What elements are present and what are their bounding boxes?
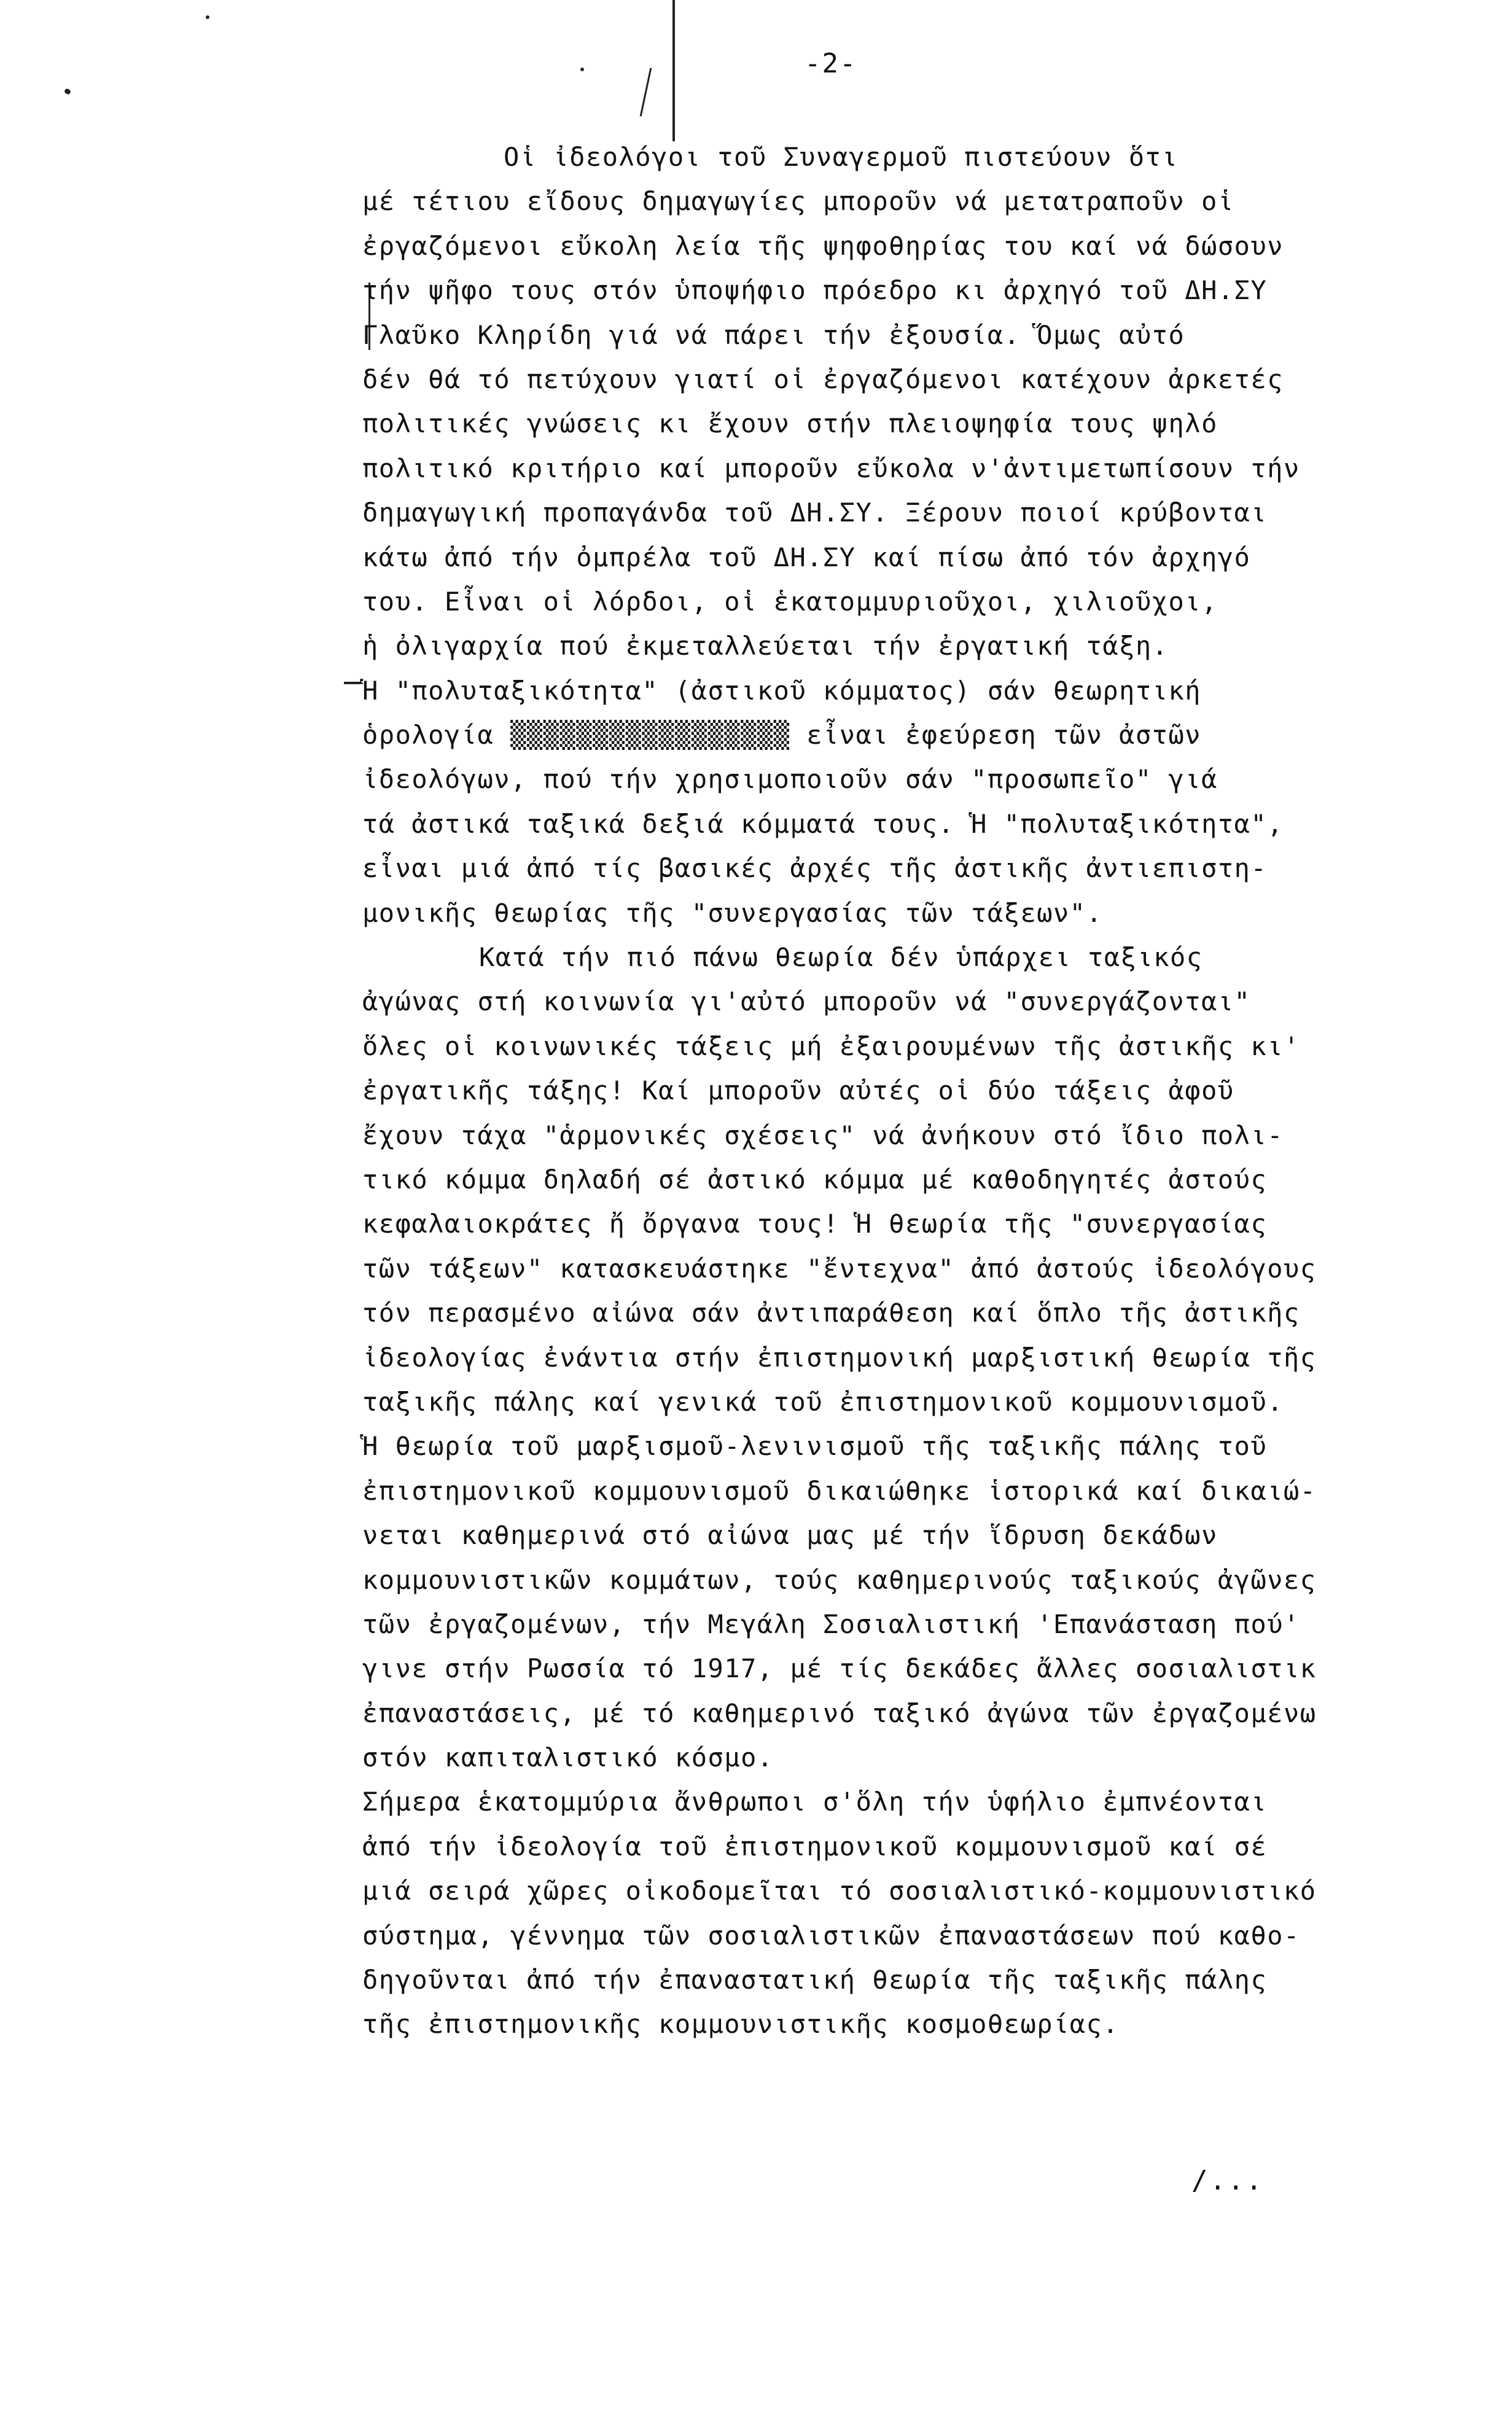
text-line: Ἡ θεωρία τοῦ μαρξισμοῦ-λενινισμοῦ τῆς ταξικῆς πάλης τοῦ xyxy=(362,1431,1268,1462)
text-line: ἐπαναστάσεις, μέ τό καθημερινό ταξικό ἀγώνα τῶν ἐργαζομένω xyxy=(362,1698,1317,1728)
text-line: μιά σειρά χῶρες οἰκοδομεῖται τό σοσιαλιστικό-κομμουνιστικό xyxy=(362,1876,1317,1906)
scan-speck xyxy=(580,68,584,71)
text-line: μονικῆς θεωρίας τῆς "συνεργασίας τῶν τάξεων". xyxy=(362,897,1103,928)
continuation-mark: /... xyxy=(1191,2165,1264,2196)
scan-speck xyxy=(64,88,72,95)
text-line: κάτω ἀπό τήν ὀμπρέλα τοῦ ΔΗ.ΣΥ καί πίσω ἀπό τόν ἀρχηγό xyxy=(362,542,1251,572)
text-line: εἶναι μιά ἀπό τίς βασικές ἀρχές τῆς ἀστικῆς ἀντιεπιστη- xyxy=(362,853,1268,884)
scan-speck xyxy=(206,15,209,19)
page-number: -2- xyxy=(805,48,857,79)
text-line: ἰδεολογίας ἐνάντια στήν ἐπιστημονική μαρξιστική θεωρία τῆς xyxy=(362,1342,1317,1373)
text-line: πολιτικό κριτήριο καί μποροῦν εὔκολα ν'ἀντιμετωπίσουν τήν xyxy=(362,453,1300,483)
text-line: ἔχουν τάχα "ἁρμονικές σχέσεις" νά ἀνήκουν στό ἴδιο πολι- xyxy=(362,1120,1284,1150)
text-line: δέν θά τό πετύχουν γιατί οἱ ἐργαζόμενοι κατέχουν ἀρκετές xyxy=(362,364,1284,394)
text-line: ἐπιστημονικοῦ κομμουνισμοῦ δικαιώθηκε ἱστορικά καί δικαιώ- xyxy=(362,1475,1317,1506)
scan-mark xyxy=(640,68,652,117)
text-line: Οἱ ἰδεολόγοι τοῦ Συναγερμοῦ πιστεύουν ὅτι xyxy=(504,142,1179,172)
text-line: Ἡ "πολυταξικότητα" (ἀστικοῦ κόμματος) σάν θεωρητική xyxy=(362,675,1202,706)
text-line: του. Εἶναι οἱ λόρδοι, οἱ ἑκατομμυριοῦχοι, χιλιοῦχοι, xyxy=(362,586,1218,617)
text-line: πολιτικές γνώσεις κι ἔχουν στήν πλειοψηφία τους ψηλό xyxy=(362,408,1218,439)
text-line: ἀγώνας στή κοινωνία γι'αὐτό μποροῦν νά "συνεργάζονται" xyxy=(362,986,1251,1017)
text-line: Σήμερα ἑκατομμύρια ἄνθρωποι σ'ὅλη τήν ὑφήλιο ἐμπνέονται xyxy=(362,1787,1268,1817)
text-line: κεφαλαιοκράτες ἤ ὄργανα τους! Ἡ θεωρία τῆς "συνεργασίας xyxy=(362,1209,1268,1239)
text-line: ἰδεολόγων, πού τήν χρησιμοποιοῦν σάν "προσωπεῖο" γιά xyxy=(362,764,1218,795)
scan-mark xyxy=(672,0,675,141)
text-line: στόν καπιταλιστικό κόσμο. xyxy=(362,1742,774,1773)
text-line: τικό κόμμα δηλαδή σέ ἀστικό κόμμα μέ καθοδηγητές ἀστούς xyxy=(362,1164,1268,1195)
text-line: ἐργατικῆς τάξης! Καί μποροῦν αὐτές οἱ δύο τάξεις ἀφοῦ xyxy=(362,1075,1234,1106)
text-line: τῆς ἐπιστημονικῆς κομμουνιστικῆς κοσμοθεωρίας. xyxy=(362,2009,1120,2040)
text-line: δημαγωγική προπαγάνδα τοῦ ΔΗ.ΣΥ. Ξέρουν ποιοί κρύβονται xyxy=(362,497,1268,528)
text-line: ἐργαζόμενοι εὔκολη λεία τῆς ψηφοθηρίας του καί νά δώσουν xyxy=(362,230,1284,261)
text-line: γινε στήν Ρωσσία τό 1917, μέ τίς δεκάδες ἄλλες σοσιαλιστικ xyxy=(362,1653,1317,1684)
text-line: ἀπό τήν ἰδεολογία τοῦ ἐπιστημονικοῦ κομμουνισμοῦ καί σέ xyxy=(362,1831,1268,1862)
typed-body-text xyxy=(362,135,1419,2047)
margin-dash-mark xyxy=(344,682,361,684)
text-line: τήν ψῆφο τους στόν ὑποψήφιο πρόεδρο κι ἀρχηγό τοῦ ΔΗ.ΣΥ xyxy=(362,275,1268,306)
text-line: δηγοῦνται ἀπό τήν ἐπαναστατική θεωρία τῆς ταξικῆς πάλης xyxy=(362,1965,1268,1995)
text-line: τῶν τάξεων" κατασκευάστηκε "ἔντεχνα" ἀπό ἀστούς ἰδεολόγους xyxy=(362,1253,1317,1284)
text-line: Κατά τήν πιό πάνω θεωρία δέν ὑπάρχει ταξικός xyxy=(479,942,1203,973)
text-line: τά ἀστικά ταξικά δεξιά κόμματά τους. Ἡ "πολυταξικότητα", xyxy=(362,808,1284,839)
text-line: ἡ ὀλιγαρχία πού ἐκμεταλλεύεται τήν ἐργατική τάξη. xyxy=(362,631,1169,661)
text-line: μέ τέτιου εἴδους δημαγωγίες μποροῦν νά μετατραποῦν οἱ xyxy=(362,186,1234,217)
text-line: Γλαῦκο Κληρίδη γιά νά πάρει τήν ἐξουσία. Ὅμως αὐτό xyxy=(362,319,1185,350)
text-line: ὅλες οἱ κοινωνικές τάξεις μή ἐξαιρουμένων τῆς ἀστικῆς κι' xyxy=(362,1031,1300,1061)
text-line: κομμουνιστικῶν κομμάτων, τούς καθημερινούς ταξικούς ἀγῶνες xyxy=(362,1564,1317,1595)
text-line: σύστημα, γέννημα τῶν σοσιαλιστικῶν ἐπαναστάσεων πού καθο- xyxy=(362,1920,1300,1951)
text-line: τόν περασμένο αἰώνα σάν ἀντιπαράθεση καί ὅπλο τῆς ἀστικῆς xyxy=(362,1298,1300,1328)
text-line: ὁρολογία ▒▒▒▒▒▒▒▒▒▒▒▒▒▒▒▒▒ εἶναι ἐφεύρεση τῶν ἀστῶν xyxy=(362,720,1202,751)
text-line: ταξικῆς πάλης καί γενικά τοῦ ἐπιστημονικοῦ κομμουνισμοῦ. xyxy=(362,1386,1284,1417)
text-line: νεται καθημερινά στό αἰώνα μας μέ τήν ἵδρυση δεκάδων xyxy=(362,1520,1218,1551)
text-line: τῶν ἐργαζομένων, τήν Μεγάλη Σοσιαλιστική 'Επανάσταση πού' xyxy=(362,1609,1300,1639)
